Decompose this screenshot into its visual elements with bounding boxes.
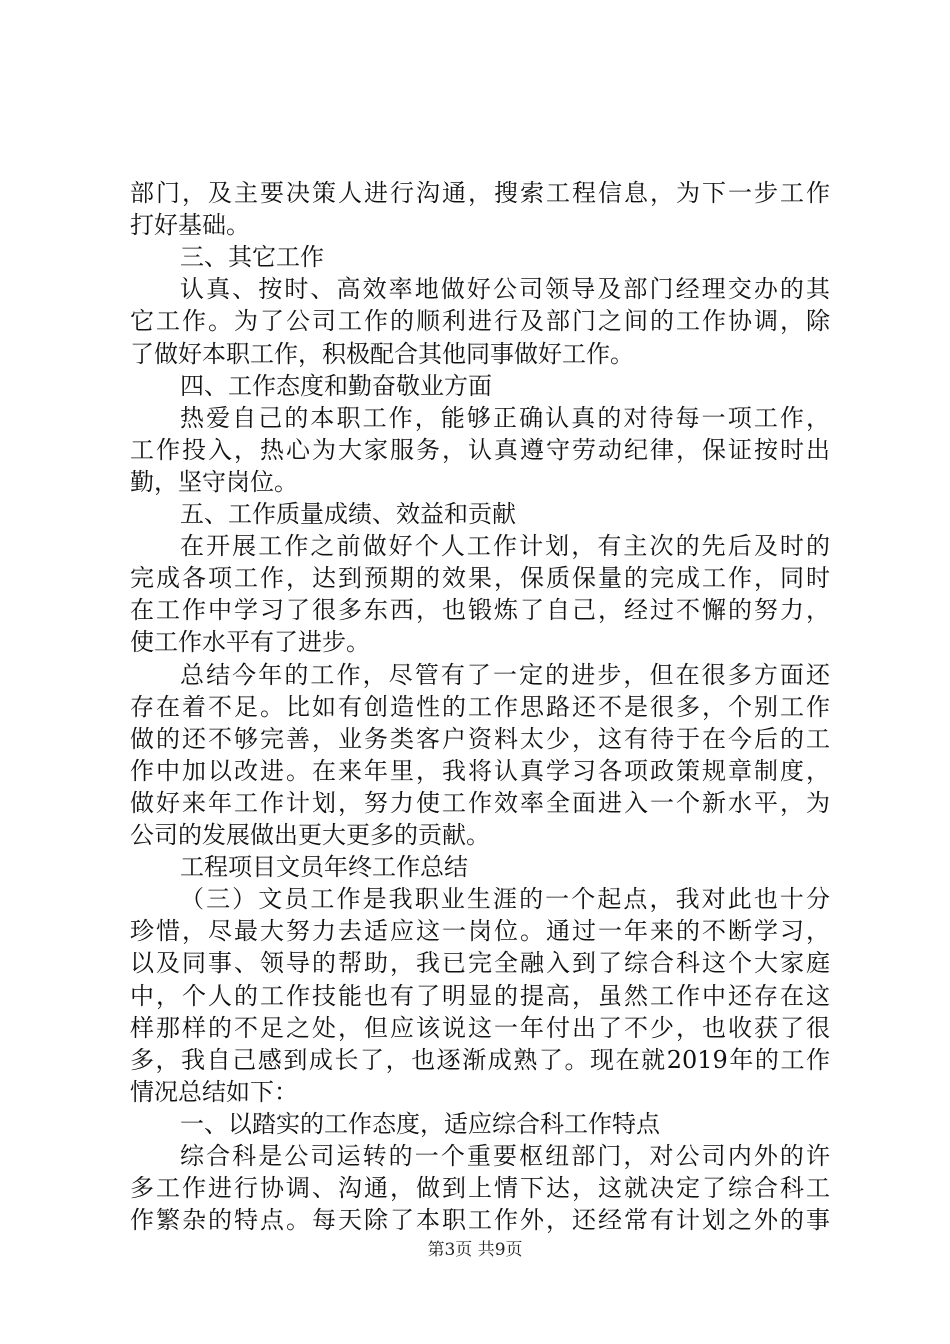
text-line: 打好基础。 [130,211,250,240]
text-line: 做好来年工作计划，努力使工作效率全面进入一个新水平，为 [130,788,830,817]
text-line: 总结今年的工作，尽管有了一定的进步，但在很多方面还 [180,660,830,689]
text-line: 它工作。为了公司工作的顺利进行及部门之间的工作协调，除 [130,307,830,336]
text-line: 了做好本职工作，积极配合其他同事做好工作。 [130,339,634,368]
text-line: 热爱自己的本职工作，能够正确认真的对待每一项工作， [180,403,830,432]
text-line: 综合科是公司运转的一个重要枢纽部门，对公司内外的许 [180,1142,830,1170]
text-line: 做的还不够完善，业务类客户资料太少，这有待于在今后的工 [130,724,830,753]
text-line: 存在着不足。比如有创造性的工作思路还不是很多，个别工作 [130,692,830,721]
text-line: 四、工作态度和勤奋敬业方面 [180,371,492,400]
text-line: 作繁杂的特点。每天除了本职工作外，还经常有计划之外的事 [130,1206,830,1235]
text-line: 情况总结如下： [130,1077,298,1106]
text-line: 样那样的不足之处，但应该说这一年付出了不少，也收获了很 [130,1013,830,1042]
text-line: 完成各项工作，达到预期的效果，保质保量的完成工作，同时 [130,564,830,593]
text-line: 多工作进行协调、沟通，做到上情下达，这就决定了综合科工 [130,1174,830,1203]
text-line: 三、其它工作 [180,243,324,272]
text-line: 勤，坚守岗位。 [130,467,298,496]
text-line: 工作投入，热心为大家服务，认真遵守劳动纪律，保证按时出 [130,435,830,464]
text-line: 使工作水平有了进步。 [130,628,370,657]
text-line: （三）文员工作是我职业生涯的一个起点，我对此也十分 [180,885,830,914]
text-line: 工程项目文员年终工作总结 [180,853,468,882]
text-line: 认真、按时、高效率地做好公司领导及部门经理交办的其 [180,275,830,304]
text-line: 在开展工作之前做好个人工作计划，有主次的先后及时的 [180,532,830,561]
text-line: 在工作中学习了很多东西，也锻炼了自己，经过不懈的努力， [130,596,830,625]
text-line: 部门，及主要决策人进行沟通，搜索工程信息，为下一步工作 [130,179,830,207]
text-line: 五、工作质量成绩、效益和贡献 [180,500,516,528]
text-line: 作中加以改进。在来年里，我将认真学习各项政策规章制度， [130,756,830,785]
text-line: 多，我自己感到成长了，也逐渐成熟了。现在就2019年的工作 [130,1045,830,1074]
text-line: 珍惜，尽最大努力去适应这一岗位。通过一年来的不断学习， [130,917,830,946]
text-line: 以及同事、领导的帮助，我已完全融入到了综合科这个大家庭 [130,949,830,978]
text-line: 中，个人的工作技能也有了明显的提高，虽然工作中还存在这 [130,981,830,1010]
text-line: 公司的发展做出更大更多的贡献。 [130,821,490,849]
text-line: 一、以踏实的工作态度，适应综合科工作特点 [180,1109,660,1138]
page-footer: 第3页 共9页 [427,1240,523,1260]
